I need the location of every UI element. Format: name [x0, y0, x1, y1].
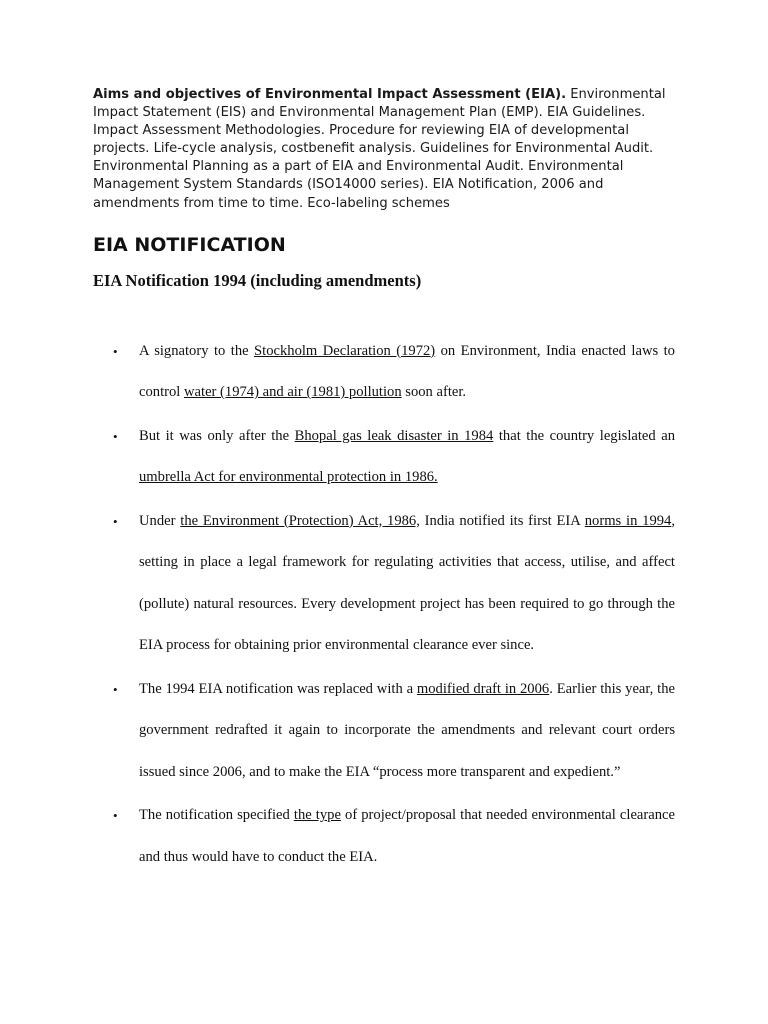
list-item-text: The 1994 EIA notification was replaced with a: [139, 680, 417, 697]
intro-text: Environmental Impact Statement (EIS) and Environmental Management Plan (EMP). EIA Guidelines. Impact Assessment Methodologies. Procedure for reviewing EIA of developmental projects. Life-cycle analysis, costbenefit analysis. Guidelines for Environmental Audit. Environmental Planning as a part of EIA and Environmental Audit. Environmental Management System Standards (ISO14000 series). EIA Notification, 2006 and amendments from time to time. Eco-labeling schemes: [93, 87, 666, 211]
section-subheading: EIA Notification 1994 (including amendments): [93, 270, 422, 290]
intro-paragraph: [93, 86, 683, 213]
list-item-text: on Environment, India enacted laws to control: [139, 342, 675, 401]
list-item: [93, 795, 675, 878]
underlined-link[interactable]: Bhopal gas leak disaster in 1984: [294, 427, 494, 444]
list-item: [93, 331, 675, 414]
list-item: [93, 501, 675, 667]
underlined-link[interactable]: the type: [293, 807, 341, 824]
list-item: [93, 669, 675, 794]
list-item-text: soon after.: [401, 384, 467, 401]
list-item-text: of project/proposal that needed environmental clearance and thus would have to conduct the EIA.: [139, 807, 675, 865]
underlined-link[interactable]: norms in 1994: [584, 512, 672, 529]
bullet-dot: •: [113, 513, 118, 529]
underlined-link[interactable]: umbrella Act for environmental protection in 1986.: [139, 469, 438, 486]
list-item-text: Under: [139, 512, 181, 529]
list-item-text: The notification specified: [139, 807, 294, 824]
list-item-text: India notified its first EIA: [419, 512, 585, 529]
list-item: [93, 416, 675, 499]
bullet-dot: •: [113, 808, 118, 824]
bullet-dot: •: [113, 428, 118, 444]
underlined-link[interactable]: water (1974) and air (1981) pollution: [184, 384, 402, 401]
bullet-dot: •: [113, 681, 118, 697]
underlined-link[interactable]: Stockholm Declaration (1972): [254, 342, 436, 359]
list-item-text: A signatory to the: [139, 342, 255, 359]
list-item-text: . Earlier this year, the government redrafted it again to incorporate the amendments and relevant court orders issued since 2006, and to make the EIA “process more transparent and expedient.”: [139, 680, 675, 780]
intro-bold-title: Aims and objectives of Environmental Impact Assessment (EIA).: [93, 87, 567, 102]
list-item-text: that the country legislated an: [493, 427, 675, 444]
bullet-list: [93, 331, 683, 879]
document-page: [93, 86, 683, 880]
bullet-dot: •: [113, 343, 118, 359]
list-item-text: But it was only after the: [139, 427, 295, 444]
underlined-link[interactable]: modified draft in 2006: [416, 680, 550, 697]
underlined-link[interactable]: the Environment (Protection) Act, 1986,: [180, 512, 420, 529]
page-title: EIA NOTIFICATION: [93, 233, 286, 256]
list-item-text: , setting in place a legal framework for regulating activities that access, utilise, and affect (pollute) natural resources. Every development project has been required to go through the EIA process for obtaining prior environmental clearance ever since.: [139, 512, 675, 654]
